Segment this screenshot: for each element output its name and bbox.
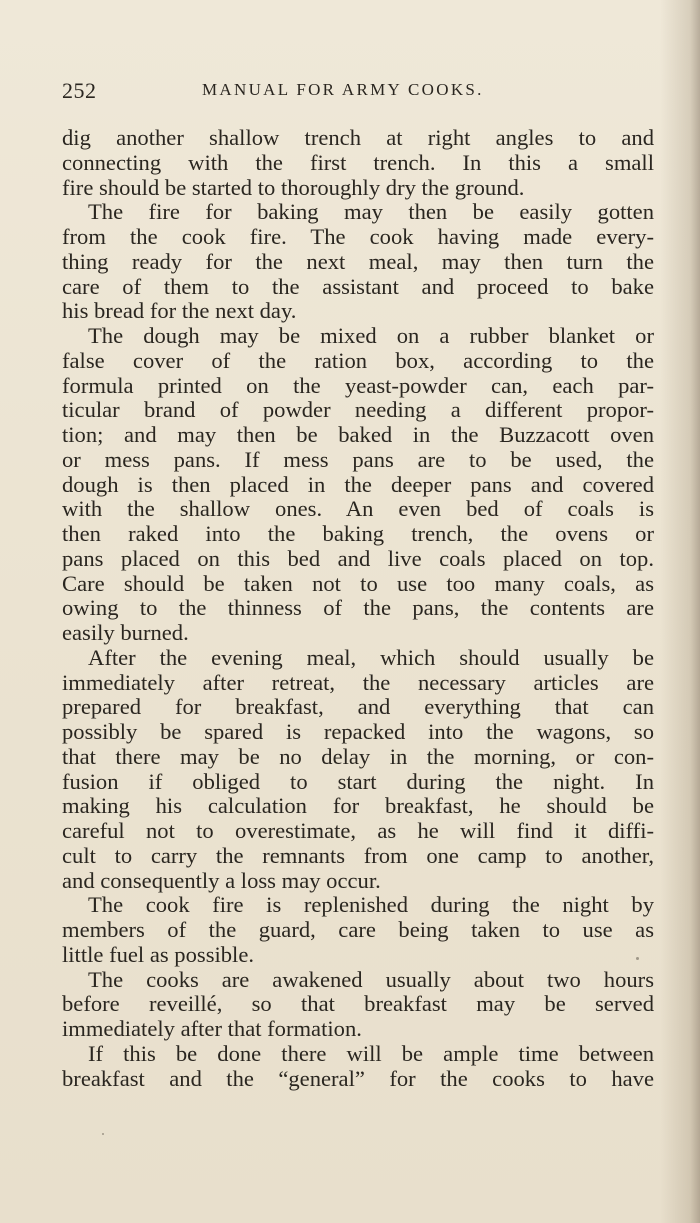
text-line: The dough may be mixed on a rubber blanket or [88,323,654,348]
ink-speck [636,957,639,960]
text-line: from the cook fire. The cook having made every- [62,224,654,249]
paragraph [62,646,654,894]
text-line: that there may be no delay in the morning, or con- [62,743,654,769]
text-line: fire should be started to thoroughly dry the ground. [62,174,525,200]
paragraph [62,126,654,200]
body-text [62,126,654,1091]
text-line: care of them to the assistant and proceed to bake [62,273,654,299]
paragraph [62,200,654,324]
text-line: The fire for baking may then be easily gotten [88,199,654,225]
text-line: dig another shallow trench at right angles to and [62,125,654,150]
text-line: possibly be spared is repacked into the wagons, so [62,719,654,744]
text-line: If this be done there will be ample time between [88,1040,654,1066]
text-line: easily burned. [62,620,189,645]
paragraph [62,1042,654,1092]
paragraph [62,893,654,967]
text-line: Care should be taken not to use too many coals, as [62,570,654,596]
text-line: formula printed on the yeast-powder can, each par- [62,372,654,398]
text-line: breakfast and the “general” for the cooks to have [62,1065,654,1091]
text-line: connecting with the first trench. In this a small [62,149,654,175]
ink-speck [102,1133,104,1135]
text-line: dough is then placed in the deeper pans and covered [62,471,654,497]
text-line: or mess pans. If mess pans are to be used, the [62,446,654,472]
text-line: pans placed on this bed and live coals placed on top. [62,545,654,571]
text-line: then raked into the baking trench, the ovens or [62,521,654,546]
text-line: The cook fire is replenished during the night by [88,892,654,918]
text-line: and consequently a loss may occur. [62,867,381,893]
text-line: members of the guard, care being taken to use as [62,917,654,942]
text-line: After the evening meal, which should usually be [88,644,654,670]
text-line: prepared for breakfast, and everything that can [62,694,654,720]
text-line: owing to the thinness of the pans, the contents are [62,595,654,621]
text-line: his bread for the next day. [62,298,297,324]
text-line: fusion if obliged to start during the night. In [62,768,654,794]
page-header [62,78,654,104]
text-line: with the shallow ones. An even bed of coals is [62,496,654,522]
text-line: The cooks are awakened usually about two hours [88,966,654,992]
text-line: careful not to overestimate, as he will find it diffi- [62,818,654,843]
text-line: ticular brand of powder needing a different propor- [62,397,654,423]
running-head: MANUAL FOR ARMY COOKS. [202,80,484,99]
text-line: false cover of the ration box, according to the [62,347,654,373]
text-line: making his calculation for breakfast, he should be [62,793,654,819]
paragraph [62,324,654,646]
text-line: before reveillé, so that breakfast may be served [62,991,654,1017]
paragraph [62,968,654,1042]
text-line: thing ready for the next meal, may then turn the [62,248,654,274]
text-line: cult to carry the remnants from one camp to another, [62,842,654,868]
page-number: 252 [62,78,97,103]
text-line: immediately after retreat, the necessary articles are [62,669,654,695]
text-line: immediately after that formation. [62,1016,362,1041]
text-line: little fuel as possible. [62,941,255,967]
text-line: tion; and may then be baked in the Buzzacott oven [62,422,654,447]
